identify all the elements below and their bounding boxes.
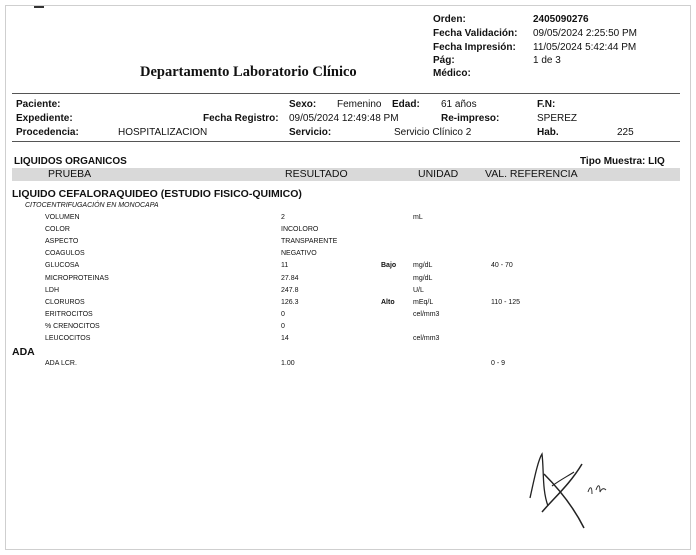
hab-value: 225 — [617, 127, 634, 138]
study-subtitle: CITOCENTRIFUGACIÓN EN MONOCAPA — [25, 202, 159, 209]
result-name: LDH — [45, 286, 60, 294]
tipo-muestra: Tipo Muestra: LIQ — [580, 156, 665, 167]
result-value: 0 — [281, 310, 285, 318]
fecha-validacion-value: 09/05/2024 2:25:50 PM — [533, 28, 637, 39]
edad-value: 61 años — [441, 99, 477, 110]
result-name: % CRENOCITOS — [45, 322, 100, 330]
section-title: LIQUIDOS ORGANICOS — [14, 156, 127, 167]
result-name: ADA LCR. — [45, 360, 77, 367]
pag-label: Pág: — [433, 55, 455, 66]
procedencia-value: HOSPITALIZACION — [118, 127, 208, 138]
expediente-label: Expediente: — [16, 113, 73, 124]
fecha-impresion-label: Fecha Impresión: — [433, 42, 516, 53]
result-value: 1.00 — [281, 360, 295, 367]
result-value: 2 — [281, 214, 285, 221]
col-prueba: PRUEBA — [48, 168, 92, 180]
result-ref: 40 - 70 — [491, 262, 513, 270]
edad-label: Edad: — [392, 99, 420, 110]
result-name: ASPECTO — [45, 238, 79, 246]
result-ref: 0 - 9 — [491, 360, 506, 367]
orden-value: 2405090276 — [533, 14, 589, 25]
orden-label: Orden: — [433, 14, 466, 25]
study-title: LIQUIDO CEFALORAQUIDEO (ESTUDIO FISICO-QUIMICO) — [12, 188, 302, 200]
result-value: 11 — [281, 262, 289, 270]
signature-mark — [520, 450, 630, 530]
patient-divider — [12, 141, 680, 142]
header-divider — [12, 93, 680, 94]
result-name: MICROPROTEINAS — [45, 274, 109, 282]
fecha-registro-label: Fecha Registro: — [203, 113, 279, 124]
logo-mark — [34, 6, 44, 8]
result-value: 126.3 — [281, 298, 299, 306]
result-ref: 110 - 125 — [491, 298, 521, 306]
medico-label: Médico: — [433, 68, 471, 79]
result-value: 0 — [281, 322, 285, 330]
result-value: NEGATIVO — [281, 250, 317, 258]
result-value: INCOLORO — [281, 226, 319, 234]
paciente-label: Paciente: — [16, 99, 61, 110]
reimpreso-value: SPEREZ — [537, 113, 578, 124]
result-name: CLORUROS — [45, 298, 85, 306]
result-unit: mEq/L — [413, 298, 434, 306]
result-unit: mg/dL — [413, 274, 433, 282]
result-unit: mL — [413, 214, 423, 221]
servicio-label: Servicio: — [289, 127, 332, 138]
hab-label: Hab. — [537, 127, 559, 138]
col-resultado: RESULTADO — [285, 168, 348, 180]
result-unit: mg/dL — [413, 262, 433, 270]
ada-title: ADA — [12, 346, 35, 358]
result-flag: Bajo — [381, 262, 397, 270]
result-name: LEUCOCITOS — [45, 335, 91, 342]
result-value: 247.8 — [281, 286, 299, 294]
sexo-label: Sexo: — [289, 99, 317, 110]
servicio-value: Servicio Clínico 2 — [394, 127, 472, 138]
department-title: Departamento Laboratorio Clínico — [140, 64, 357, 80]
result-name: VOLUMEN — [45, 214, 80, 221]
result-value: 14 — [281, 335, 289, 342]
fecha-validacion-label: Fecha Validación: — [433, 28, 518, 39]
result-unit: cel/mm3 — [413, 310, 440, 318]
reimpreso-label: Re-impreso: — [441, 113, 500, 124]
result-name: ERITROCITOS — [45, 310, 93, 318]
fn-label: F.N: — [537, 99, 556, 110]
col-referencia: VAL. REFERENCIA — [485, 168, 578, 180]
result-name: COLOR — [45, 226, 70, 234]
col-unidad: UNIDAD — [418, 168, 459, 180]
result-flag: Alto — [381, 298, 395, 306]
fecha-registro-value: 09/05/2024 12:49:48 PM — [289, 113, 399, 124]
result-name: COAGULOS — [45, 250, 85, 258]
result-unit: U/L — [413, 286, 424, 294]
pag-value: 1 de 3 — [533, 55, 561, 66]
result-value: TRANSPARENTE — [281, 238, 338, 246]
sexo-value: Femenino — [337, 99, 382, 110]
fecha-impresion-value: 11/05/2024 5:42:44 PM — [533, 42, 637, 53]
result-name: GLUCOSA — [45, 262, 80, 270]
result-unit: cel/mm3 — [413, 335, 440, 342]
result-value: 27.84 — [281, 274, 299, 282]
procedencia-label: Procedencia: — [16, 127, 79, 138]
